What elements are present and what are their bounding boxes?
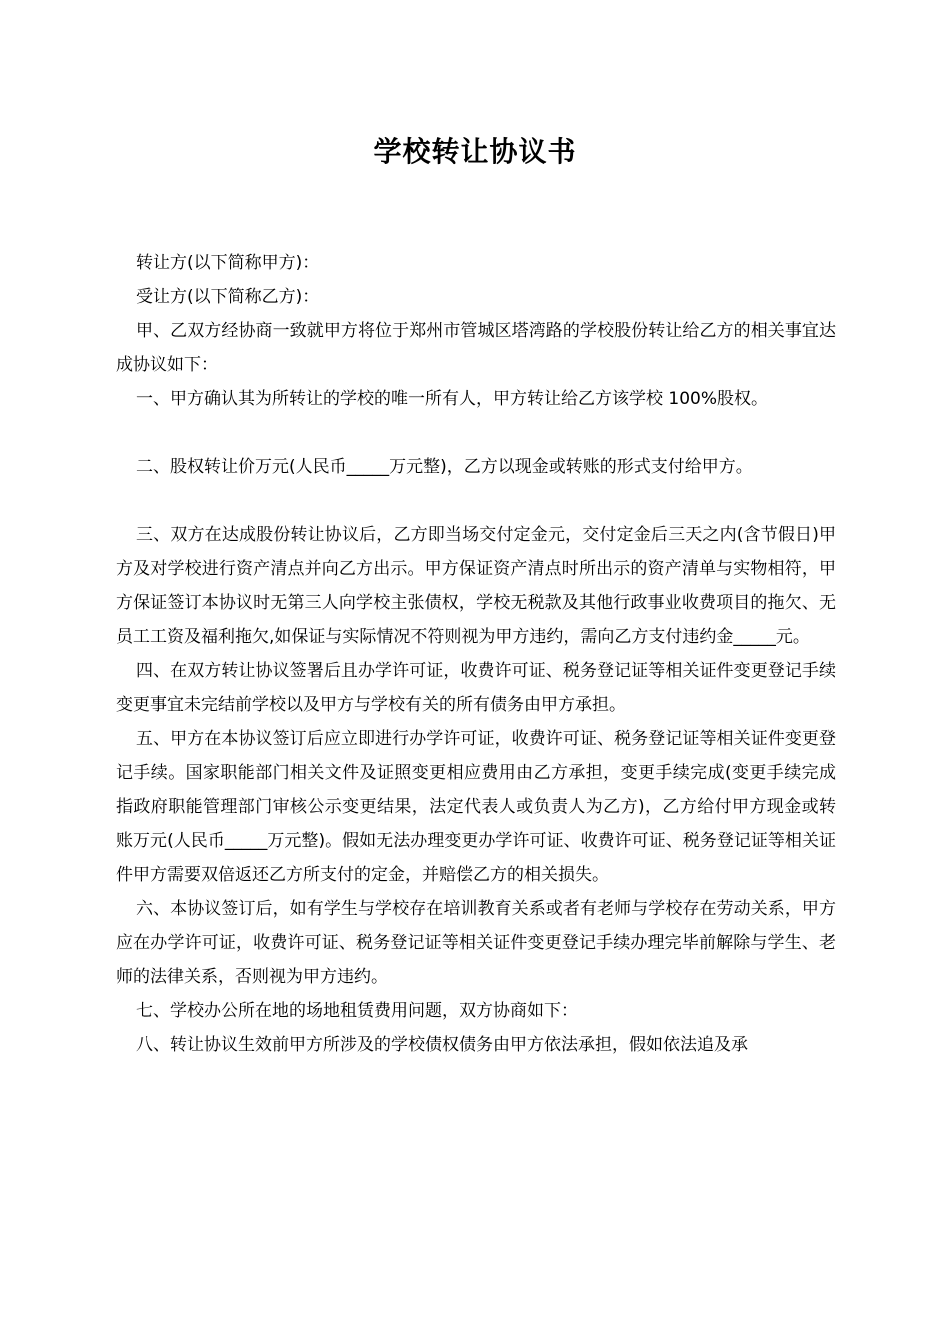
transferee-line: 受让方(以下简称乙方)： xyxy=(136,287,320,307)
clause-6: 六、本协议签订后，如有学生与学校存在培训教育关系或者有老师与学校存在劳动关系，甲方应在办学许可证，收费许可证、税务登记证等相关证件变更登记手续办理完毕前解除与学生、老师的法律关系，否则视为甲方违约。 xyxy=(116,899,836,987)
document-title: 学校转让协议书 xyxy=(373,135,577,168)
document-body xyxy=(116,246,836,1062)
preamble-paragraph: 甲、乙双方经协商一致就甲方将位于郑州市管城区塔湾路的学校股份转让给乙方的相关事宜达成协议如下： xyxy=(116,321,836,375)
clause-2: 二、股权转让价万元(人民币_____万元整)，乙方以现金或转账的形式支付给甲方。 xyxy=(136,457,753,477)
clause-5: 五、甲方在本协议签订后应立即进行办学许可证，收费许可证、税务登记证等相关证件变更登记手续。国家职能部门相关文件及证照变更相应费用由乙方承担，变更手续完成(变更手续完成指政府职能管理部门审核公示变更结果，法定代表人或负责人为乙方)，乙方给付甲方现金或转账万元(人民币_____万元整)。假如无法办理变更办学许可证、收费许可证、税务登记证等相关证件甲方需要双倍返还乙方所支付的定金，并赔偿乙方的相关损失。 xyxy=(116,729,836,885)
clause-7: 七、学校办公所在地的场地租赁费用问题，双方协商如下： xyxy=(136,1001,578,1021)
clause-8: 八、转让协议生效前甲方所涉及的学校债权债务由甲方依法承担，假如依法追及承 xyxy=(136,1035,748,1055)
clause-3: 三、双方在达成股份转让协议后，乙方即当场交付定金元，交付定金后三天之内(含节假日)甲方及对学校进行资产清点并向乙方出示。甲方保证资产清点时所出示的资产清单与实物相符，甲方保证签订本协议时无第三人向学校主张债权，学校无税款及其他行政事业收费项目的拖欠、无员工工资及福利拖欠,如保证与实际情况不符则视为甲方违约，需向乙方支付违约金_____元。 xyxy=(116,525,836,647)
clause-4: 四、在双方转让协议签署后且办学许可证，收费许可证、税务登记证等相关证件变更登记手续变更事宜未完结前学校以及甲方与学校有关的所有债务由甲方承担。 xyxy=(116,661,836,715)
transferor-line: 转让方(以下简称甲方)： xyxy=(136,253,320,273)
clause-1: 一、甲方确认其为所转让的学校的唯一所有人，甲方转让给乙方该学校 100%股权。 xyxy=(136,389,769,409)
